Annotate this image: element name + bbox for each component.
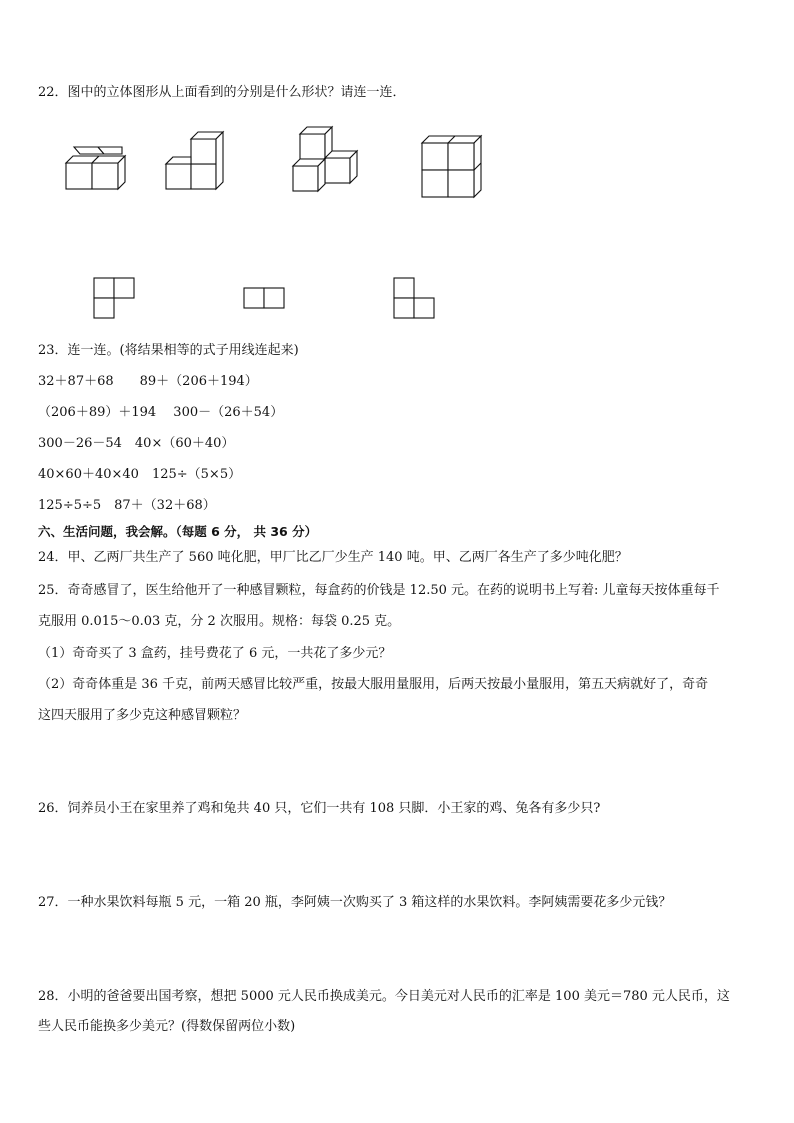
two-squares-top-view-icon xyxy=(242,286,288,312)
q25-sub2-line1: （2）奇奇体重是 36 千克，前两天感冒比较严重，按最大服用量服用，后两天按最小量服用，第五天病就好了，奇奇 xyxy=(38,677,709,692)
two-by-two-cube-stack-icon xyxy=(62,144,128,192)
q26-text: 26．饲养员小王在家里养了鸡和兔共 40 只，它们一共有 108 只脚．小王家的鸡、兔各有多少只? xyxy=(38,801,601,816)
q28-text-line2: 些人民币能换多少美元？(得数保留两位小数) xyxy=(38,1019,296,1034)
q25-text-line2: 克服用 0.015～0.03 克，分 2 次服用。规格：每袋 0.25 克。 xyxy=(38,614,401,629)
stepped-cube-stack-icon xyxy=(290,124,364,196)
q27-text: 27．一种水果饮料每瓶 5 元，一箱 20 瓶，李阿姨一次购买了 3 箱这样的水果饮料。李阿姨需要花多少元钱？ xyxy=(38,895,672,910)
q25-text-line1: 25．奇奇感冒了，医生给他开了一种感冒颗粒，每盒药的价钱是 12.50 元。在药的说明书上写着: 儿童每天按体重每千 xyxy=(38,583,720,598)
l-shape-top-view-icon xyxy=(92,276,138,322)
q23-row: （206＋89）＋194 300－（26＋54） xyxy=(38,405,284,420)
q23-title: 23．连一连。(将结果相等的式子用线连起来) xyxy=(38,343,299,358)
q23-row: 40×60＋40×40 125÷（5×5） xyxy=(38,467,242,482)
q23-row: 300－26－54 40×（60＋40） xyxy=(38,436,235,451)
q25-sub2-line2: 这四天服用了多少克这种感冒颗粒？ xyxy=(38,708,247,723)
q23-row: 32＋87＋68 89＋（206＋194） xyxy=(38,374,258,389)
l-shape-reversed-top-view-icon xyxy=(392,276,438,322)
l-shaped-cube-stack-icon xyxy=(164,130,230,194)
q24-text: 24．甲、乙两厂共生产了 560 吨化肥，甲厂比乙厂少生产 140 吨。甲、乙两厂各生产了多少吨化肥？ xyxy=(38,550,628,565)
section-heading: 六、生活问题，我会解。（每题 6 分， 共 36 分） xyxy=(38,524,318,539)
four-cube-square-front-icon xyxy=(420,134,486,200)
q25-sub1: （1）奇奇买了 3 盒药，挂号费花了 6 元，一共花了多少元？ xyxy=(38,646,392,661)
q22-title: 22．图中的立体图形从上面看到的分别是什么形状？请连一连． xyxy=(38,85,406,100)
q28-text-line1: 28．小明的爸爸要出国考察，想把 5000 元人民币换成美元。今日美元对人民币的汇率是 100 美元＝780 元人民币，这 xyxy=(38,989,730,1004)
q23-row: 125÷5÷5 87＋（32＋68） xyxy=(38,498,216,513)
